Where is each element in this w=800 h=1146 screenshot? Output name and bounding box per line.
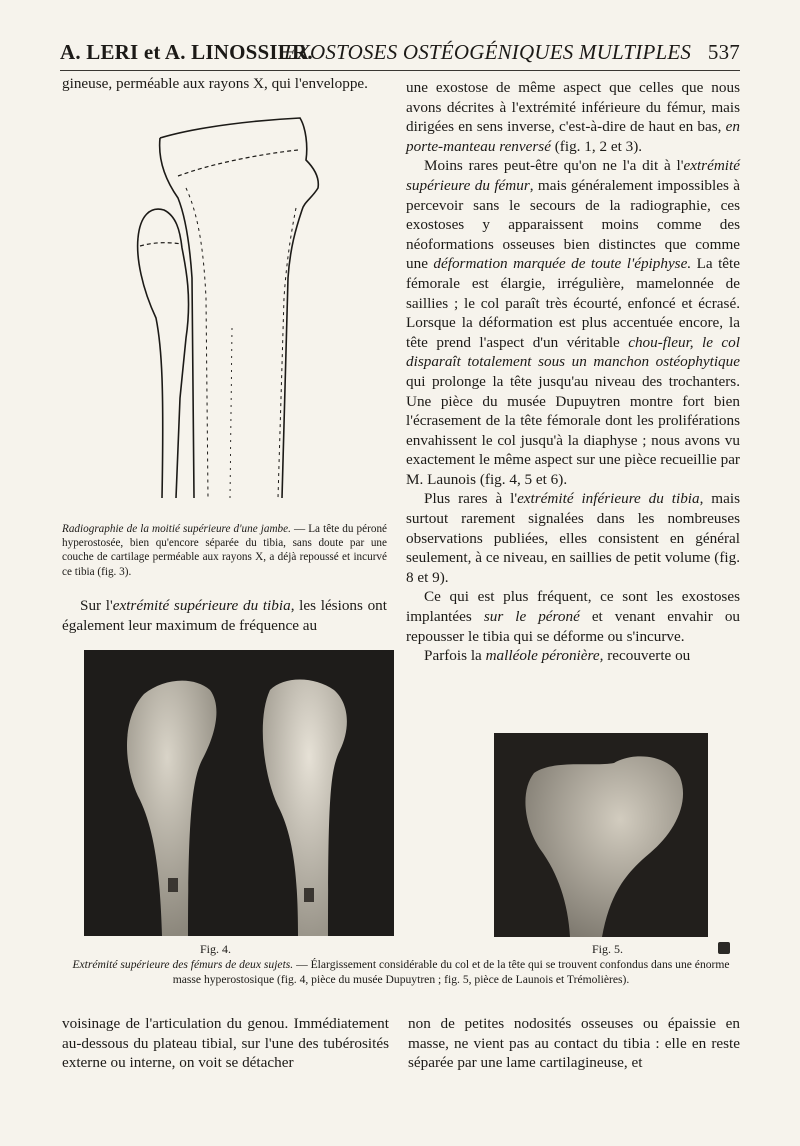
right-paragraph-2: Moins rares peut-être qu'on ne l'a dit à l'extrémité supérieure du fémur, mais généralement impossibles à percevoir sans le secours de la radiographie, ces exostoses y apparaissent moins comme des néoformations osseuses bien distinctes que comme une déformation marquée de toute l'épiphyse. La tête fémorale est élargie, irrégulière, mamelonnée de saillies ; le col paraît très écourté, enfoncé et écrasé. Lorsque la déformation est plus accentuée encore, la tête prend l'aspect d'un véritable chou-fleur, le col disparaît totalement sous un manchon ostéophytique qui prolonge la tête jusqu'au niveau des trochanters. Une pièce du musée Dupuytren montre fort bien l'écrasement de la tête fémorale dont les proliférations envahissent le col jusqu'à la diaphyse ; nous avons vu exactement le même aspect sur une pièce recueillie par M. Launois (fig. 4, 5 et 6).	[406, 157, 740, 488]
right-paragraph-3: Plus rares à l'extrémité inférieure du tibia, mais surtout rarement signalées dans les nombreuses observations publiées, elles consistent en général seulement, à ce niveau, en saillies de petit volume (fig. 8 et 9).	[406, 490, 740, 586]
right-paragraph-5: Parfois la malléole péronière, recouverte ou	[424, 647, 691, 665]
two-femurs-photograph-icon	[84, 650, 394, 936]
header-authors: A. LERI et A. LINOSSIER.	[60, 40, 313, 64]
bottom-left-column	[62, 1014, 389, 1073]
page-number: 537	[707, 40, 740, 64]
left-top-line: gineuse, perméable aux rayons X, qui l'enveloppe.	[62, 75, 368, 92]
drawing-caption	[62, 522, 387, 579]
left-column-body	[62, 596, 387, 635]
running-header	[60, 40, 740, 71]
bottom-right-text: non de petites nodosités osseuses ou épaissie en masse, ne vient pas au contact du tibia : elle en reste séparée par une lame cartilagineuse, et	[408, 1015, 740, 1072]
photos-caption-body: — Élargissement considérable du col et de la tête qui se trouvent confondus dans une énorme masse hyperostosique (fig. 4, pièce du musée Dupuytren ; fig. 5, pièce de Launois et Trémolières).	[172, 958, 730, 986]
deformed-femoral-head-photograph-icon	[494, 733, 708, 937]
printer-mark-icon	[718, 942, 730, 954]
radiograph-leg-drawing-icon	[120, 98, 350, 518]
right-column	[406, 78, 740, 666]
photos-caption-title: Extrémité supérieure des fémurs de deux sujets.	[72, 958, 294, 971]
drawing-caption-title: Radiographie de la moitié supérieure d'une jambe.	[62, 523, 291, 535]
photos-caption	[68, 958, 734, 987]
figure-5-label: Fig. 5.	[592, 942, 624, 956]
right-paragraph-1: une exostose de même aspect que celles que nous avons décrites à l'extrémité inférieure du fémur, mais dirigées en sens inverse, c'est-à-dire de haut en bas, en porte-manteau renversé (fig. 1, 2 et 3).	[406, 79, 740, 155]
header-title: EXOSTOSES OSTÉOGÉNIQUES MULTIPLES	[284, 40, 692, 64]
left-column-top	[62, 74, 387, 94]
bottom-right-column	[408, 1014, 740, 1073]
right-paragraph-4: Ce qui est plus fréquent, ce sont les exostoses implantées sur le péroné et venant envahir ou repousser le tibia qui se déforme ou s'incurve.	[406, 588, 741, 645]
bottom-left-text: voisinage de l'articulation du genou. Immédiatement au-dessous du plateau tibial, sur l'une des tubérosités externe ou interne, on voit se détacher	[62, 1015, 389, 1072]
left-paragraph-tibia: Sur l'extrémité supérieure du tibia, les lésions ont également leur maximum de fréquence au	[62, 597, 387, 634]
figure-4-label: Fig. 4.	[200, 942, 232, 956]
drawing-caption-body: — La tête du péroné hyperostosée, bien qu'encore séparée du tibia, sans doute par une couche de cartilage perméable aux rayons X, a déjà repoussé et incurvé ce tibia (fig. 3).	[62, 523, 387, 578]
